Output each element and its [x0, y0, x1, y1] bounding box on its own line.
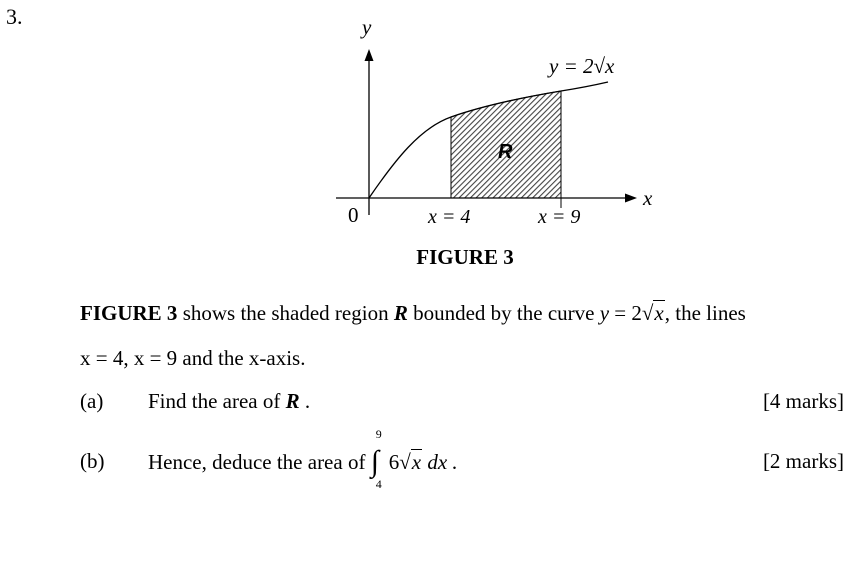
x-axis-label: x [643, 186, 653, 210]
part-b-label: (b) [80, 449, 105, 473]
integrand-var: x [411, 449, 422, 474]
question-stem-line-1 [80, 301, 746, 326]
stem-sqrt: √x [641, 301, 664, 325]
y-axis-label: y [362, 15, 372, 39]
part-a-prompt: Find the area of [148, 389, 286, 413]
stem-region-r: R [393, 301, 408, 325]
x-axis-arrow [625, 194, 637, 203]
stem-eq-x: x [654, 301, 664, 325]
question-stem-line-2: x = 4, x = 9 and the x-axis. [80, 346, 306, 370]
x-equals-4-label: x = 4 [428, 206, 471, 228]
stem-text-b: bounded by the curve [407, 301, 600, 325]
part-a-label: (a) [80, 389, 104, 413]
y-axis-arrow [365, 49, 374, 61]
integrand-dx: dx . [422, 449, 458, 474]
stem-figure-ref: FIGURE 3 [80, 301, 178, 325]
integral-sign: 9 ∫ 4 [370, 427, 382, 491]
stem-eq-mid: = 2 [609, 301, 642, 325]
region-r-label: R [498, 141, 513, 163]
stem-text-a: shows the shaded region [177, 301, 394, 325]
stem-text-c: , the lines [664, 301, 746, 325]
integral-lower-limit: 4 [375, 477, 382, 491]
part-a-end: . [299, 389, 311, 413]
part-a-marks: [4 marks] [762, 389, 844, 413]
part-b-prompt: Hence, deduce the area of [148, 449, 371, 474]
part-a-text [148, 389, 310, 414]
origin-label: 0 [348, 203, 359, 227]
part-b-text [148, 427, 458, 491]
question-number: 3. [6, 4, 23, 29]
x-equals-9-label: x = 9 [538, 206, 581, 228]
integrand-sqrt: √x [399, 449, 422, 474]
integrand-coef: 6 [388, 449, 400, 474]
stem-eq-lhs: y [599, 301, 610, 325]
curve-label: y = 2√x [549, 54, 615, 78]
figure-caption: FIGURE 3 [416, 245, 514, 269]
part-b-marks: [2 marks] [762, 449, 844, 473]
integral-upper-limit: 9 [375, 427, 382, 441]
part-a-region-r: R [285, 389, 300, 413]
